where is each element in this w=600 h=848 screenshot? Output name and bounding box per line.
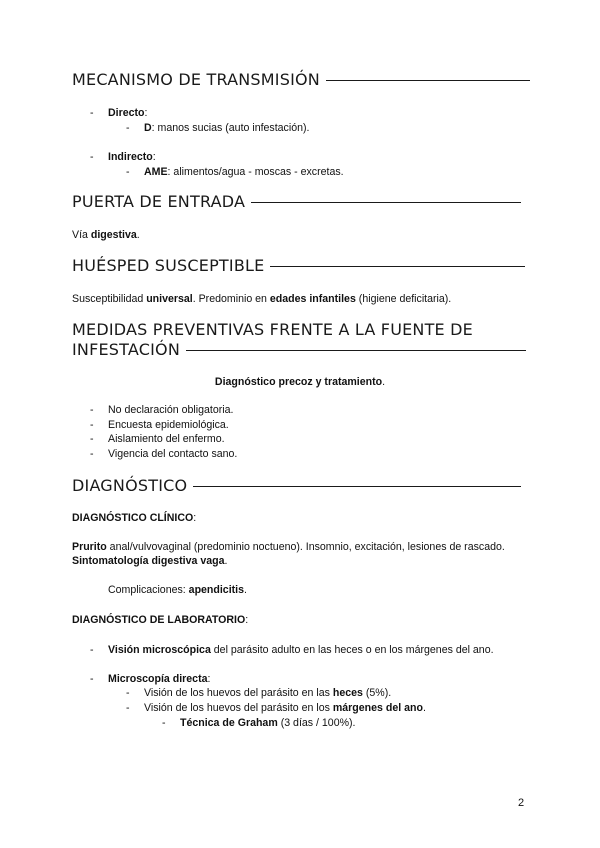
huesped-pre: Susceptibilidad <box>72 293 147 305</box>
complicaciones-post: . <box>244 584 247 596</box>
directo-colon: : <box>144 107 148 119</box>
list-item: No declaración obligatoria. <box>108 404 234 416</box>
diagnostico-laboratorio-heading <box>72 613 248 627</box>
sub-sub-item-graham <box>180 716 355 730</box>
bullet-dash: - <box>90 151 94 163</box>
indirecto-label: Indirecto <box>108 151 153 163</box>
list-item-directo <box>108 106 147 120</box>
medidas-center-post: . <box>382 376 386 388</box>
heading-huesped-susceptible <box>72 255 528 277</box>
indirecto-sub-bold: AME <box>144 166 168 178</box>
indirecto-colon: : <box>152 151 156 163</box>
clinico-heading-text: DIAGNÓSTICO CLÍNICO <box>72 512 194 524</box>
indirecto-sub-text: : alimentos/agua - moscas - excretas. <box>167 166 344 178</box>
list-item-indirecto <box>108 150 156 164</box>
micro-colon: : <box>207 673 211 685</box>
sub-bullet-dash: - <box>126 166 130 178</box>
complicaciones-pre: Complicaciones: <box>108 584 189 596</box>
heading-medidas-preventivas <box>72 319 528 341</box>
heading-rule <box>270 266 525 268</box>
graham-bold: Técnica de Graham <box>180 717 278 729</box>
bullet-dash: - <box>90 448 94 460</box>
heading-rule <box>193 486 521 488</box>
huevos2-bold: márgenes del ano <box>332 702 423 714</box>
puerta-post: . <box>136 229 140 241</box>
heading-puerta-entrada <box>72 191 528 213</box>
heading-rule <box>186 350 526 352</box>
huesped-mid: . Predominio en <box>192 293 270 305</box>
huevos2-pre: Visión de los huevos del parásito en los <box>144 702 333 714</box>
heading-text: MECANISMO DE TRANSMISIÓN <box>72 70 320 89</box>
vision-bold: Visión microscópica <box>108 644 211 656</box>
bullet-dash: - <box>90 404 94 416</box>
lab-colon: : <box>245 614 249 626</box>
sub-item-huevos-margenes <box>144 701 426 715</box>
heading-text-line2: INFESTACIÓN <box>72 340 181 359</box>
sintomatologia-bold: Sintomatología digestiva vaga <box>72 555 225 567</box>
prurito-bold: Prurito <box>72 541 107 553</box>
huevos1-post: (5%). <box>362 687 392 699</box>
list-item: Encuesta epidemiológica. <box>108 419 229 431</box>
heading-mecanismo-transmision <box>72 69 528 91</box>
medidas-center-bold: Diagnóstico precoz y tratamiento <box>214 376 383 388</box>
heading-rule <box>251 202 521 204</box>
list-item-vision <box>108 643 494 657</box>
heading-text: PUERTA DE ENTRADA <box>72 192 246 211</box>
bullet-dash: - <box>90 644 94 656</box>
heading-text: HUÉSPED SUSCEPTIBLE <box>72 256 265 275</box>
list-item-microscopia <box>108 672 210 686</box>
complicaciones-bold: apendicitis <box>188 584 245 596</box>
sub-bullet-dash: - <box>126 702 130 714</box>
huevos1-pre: Visión de los huevos del parásito en las <box>144 687 333 699</box>
huesped-post: (higiene deficitaria). <box>355 293 452 305</box>
vision-text: del parásito adulto en las heces o en los márgenes del ano. <box>210 644 494 656</box>
directo-sub-bold: D <box>144 122 152 134</box>
complicaciones-line <box>108 583 247 597</box>
sub-item-indirecto <box>144 165 344 179</box>
bullet-dash: - <box>90 419 94 431</box>
directo-label: Directo <box>108 107 145 119</box>
sub-bullet-dash: - <box>126 687 130 699</box>
sub-bullet-dash: - <box>126 122 130 134</box>
heading-medidas-preventivas-line2 <box>72 339 528 361</box>
sintomatologia-line <box>72 554 227 568</box>
heading-text: DIAGNÓSTICO <box>72 476 188 495</box>
prurito-line <box>72 540 505 554</box>
sintomatologia-post: . <box>224 555 228 567</box>
bullet-dash: - <box>90 673 94 685</box>
huevos2-post: . <box>422 702 426 714</box>
prurito-text: anal/vulvovaginal (predominio noctueno). Insomnio, excitación, lesiones de rascado. <box>106 541 505 553</box>
puerta-paragraph <box>72 228 140 242</box>
bullet-dash: - <box>90 433 94 445</box>
diagnostico-clinico-heading <box>72 511 196 525</box>
lab-heading-text: DIAGNÓSTICO DE LABORATORIO <box>72 614 246 626</box>
list-item: Aislamiento del enfermo. <box>108 433 225 445</box>
huesped-bold2: edades infantiles <box>269 293 356 305</box>
heading-diagnostico <box>72 475 528 497</box>
heading-text-line1: MEDIDAS PREVENTIVAS FRENTE A LA FUENTE DE <box>72 320 473 339</box>
micro-bold: Microscopía directa <box>108 673 208 685</box>
heading-rule <box>326 80 530 82</box>
list-item: Vigencia del contacto sano. <box>108 448 238 460</box>
medidas-centered-line <box>72 375 528 389</box>
page-number: 2 <box>518 797 525 809</box>
clinico-colon: : <box>193 512 197 524</box>
huesped-paragraph <box>72 292 451 306</box>
bullet-dash: - <box>90 107 94 119</box>
graham-post: (3 días / 100%). <box>277 717 356 729</box>
puerta-pre: Vía <box>72 229 91 241</box>
puerta-bold: digestiva <box>90 229 137 241</box>
sub-sub-bullet-dash: - <box>162 717 166 729</box>
huevos1-bold: heces <box>332 687 363 699</box>
huesped-bold1: universal <box>146 293 193 305</box>
sub-item-directo <box>144 121 309 135</box>
sub-item-huevos-heces <box>144 686 391 700</box>
directo-sub-text: : manos sucias (auto infestación). <box>151 122 310 134</box>
